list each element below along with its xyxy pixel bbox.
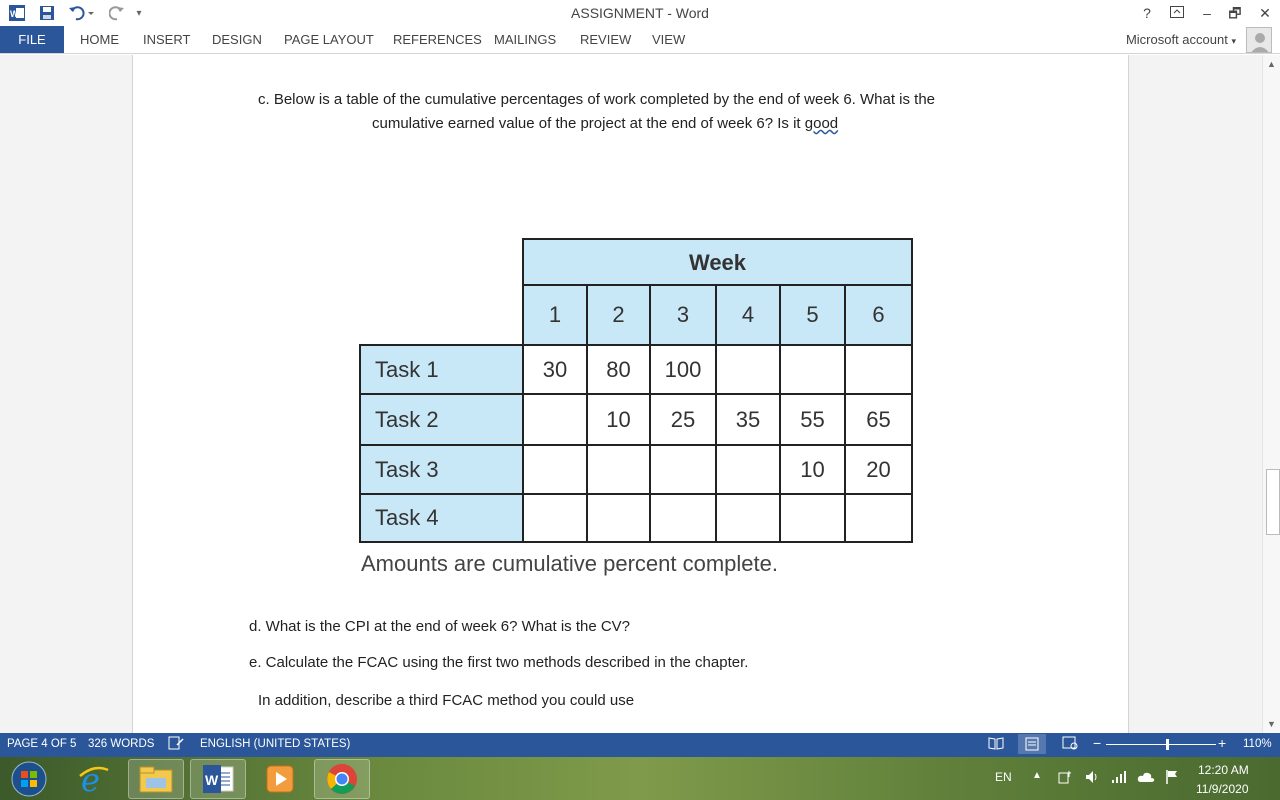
word-taskbar-icon[interactable]: [190, 759, 246, 799]
table-value-cell: 20: [844, 444, 913, 495]
volume-icon[interactable]: [1084, 769, 1100, 788]
week-header-cell: 6: [844, 284, 913, 346]
table-value-cell: [586, 444, 651, 495]
zoom-level[interactable]: 110%: [1243, 738, 1272, 750]
minimize-button[interactable]: –: [1203, 5, 1211, 21]
table-value-cell: [715, 493, 781, 543]
web-layout-icon[interactable]: [1062, 736, 1078, 753]
account-label: Microsoft account: [1125, 32, 1228, 47]
status-bar: [0, 733, 1280, 757]
avatar[interactable]: [1246, 27, 1272, 53]
paragraph-e: e. Calculate the FCAC using the first two methods described in the chapter.: [249, 654, 749, 671]
tab-home[interactable]: HOME: [80, 32, 119, 47]
close-button[interactable]: ✕: [1259, 5, 1271, 21]
help-button[interactable]: ?: [1143, 5, 1151, 21]
table-value-cell: 100: [649, 344, 717, 395]
vertical-scrollbar[interactable]: [1262, 55, 1280, 733]
task-label-cell: Task 1: [359, 344, 524, 395]
table-value-cell: 55: [779, 393, 846, 446]
table-value-cell: 30: [522, 344, 588, 395]
week-header-cell: 4: [715, 284, 781, 346]
input-language[interactable]: EN: [995, 770, 1012, 784]
scroll-down-icon[interactable]: ▼: [1267, 719, 1276, 729]
language-indicator[interactable]: ENGLISH (UNITED STATES): [200, 738, 351, 750]
internet-explorer-icon[interactable]: [66, 759, 122, 799]
print-layout-icon[interactable]: [1018, 734, 1046, 754]
paragraph-c-line1: c. Below is a table of the cumulative percentages of work completed by the end of week 6. What is the: [258, 91, 936, 108]
title-bar: [0, 0, 1280, 26]
scroll-thumb[interactable]: [1266, 469, 1280, 535]
table-value-cell: [522, 493, 588, 543]
svg-text:e: e: [81, 762, 100, 796]
ribbon-tabs: [0, 26, 1280, 54]
table-value-cell: [844, 344, 913, 395]
grammar-flag-word[interactable]: good: [804, 115, 839, 132]
zoom-thumb[interactable]: [1166, 739, 1169, 750]
windows-taskbar: [0, 757, 1280, 800]
action-center-flag-icon[interactable]: [1164, 769, 1180, 788]
ribbon-display-options-icon[interactable]: [1166, 3, 1188, 23]
onedrive-cloud-icon[interactable]: [1136, 769, 1156, 788]
word-count[interactable]: 326 WORDS: [88, 738, 155, 750]
window-title: ASSIGNMENT - Word: [571, 5, 709, 21]
zoom-slider[interactable]: [1106, 744, 1216, 745]
tab-review[interactable]: REVIEW: [580, 32, 632, 47]
table-value-cell: 80: [586, 344, 651, 395]
paragraph-c-line2-text: cumulative earned value of the project at the end of week 6? Is it: [372, 115, 805, 132]
week-header-cell: 2: [586, 284, 651, 346]
paragraph-c-line2: [372, 115, 838, 132]
document-page[interactable]: [132, 55, 1129, 733]
zoom-out-button[interactable]: −: [1093, 735, 1102, 751]
table-value-cell: 10: [586, 393, 651, 446]
table-value-cell: 25: [649, 393, 717, 446]
task-label-cell: Task 2: [359, 393, 524, 446]
table-value-cell: [715, 344, 781, 395]
tab-references[interactable]: REFERENCES: [393, 32, 482, 47]
tab-mailings[interactable]: MAILINGS: [494, 32, 557, 47]
tab-page-layout[interactable]: PAGE LAYOUT: [284, 32, 374, 47]
media-player-icon[interactable]: [252, 759, 308, 799]
table-value-cell: 65: [844, 393, 913, 446]
week-header-cell: 3: [649, 284, 717, 346]
table-week-header: Week: [522, 238, 913, 287]
chrome-icon[interactable]: [314, 759, 370, 799]
svg-text:W: W: [205, 772, 219, 788]
scroll-up-icon[interactable]: ▲: [1267, 59, 1276, 69]
table-value-cell: [649, 493, 717, 543]
zoom-in-button[interactable]: +: [1218, 735, 1227, 751]
table-value-cell: 35: [715, 393, 781, 446]
tab-view[interactable]: VIEW: [652, 32, 686, 47]
table-value-cell: [715, 444, 781, 495]
table-value-cell: [522, 444, 588, 495]
tab-insert[interactable]: INSERT: [143, 32, 191, 47]
task-label-cell: Task 4: [359, 493, 524, 543]
table-value-cell: [649, 444, 717, 495]
task-label-cell: Task 3: [359, 444, 524, 495]
svg-text:W: W: [10, 9, 19, 19]
account-menu[interactable]: [1126, 26, 1236, 53]
tab-design[interactable]: DESIGN: [212, 32, 262, 47]
table-value-cell: [844, 493, 913, 543]
restore-button[interactable]: 🗗: [1228, 5, 1242, 21]
table-value-cell: [779, 344, 846, 395]
tab-file[interactable]: FILE: [0, 26, 64, 53]
week-header-cell: 5: [779, 284, 846, 346]
chevron-down-icon: ▾: [1231, 36, 1236, 46]
clock-time[interactable]: 12:20 AM: [1198, 763, 1249, 777]
table-caption: Amounts are cumulative percent complete.: [361, 551, 778, 576]
page-count[interactable]: PAGE 4 OF 5: [7, 738, 77, 750]
paragraph-e-continued: In addition, describe a third FCAC method you could use: [258, 692, 635, 709]
proofing-icon[interactable]: [168, 736, 184, 753]
signal-strength-icon[interactable]: [1111, 769, 1127, 788]
customize-quick-access-icon[interactable]: ▾: [136, 7, 142, 19]
read-mode-icon[interactable]: [988, 736, 1004, 753]
start-button[interactable]: [4, 759, 54, 799]
file-explorer-icon[interactable]: [128, 759, 184, 799]
table-value-cell: [522, 393, 588, 446]
paragraph-d: d. What is the CPI at the end of week 6? What is the CV?: [249, 618, 631, 635]
week-header-cell: 1: [522, 284, 588, 346]
clock-date[interactable]: 11/9/2020: [1196, 782, 1249, 796]
show-hidden-icons-icon[interactable]: ▲: [1032, 770, 1042, 781]
network-adapter-icon[interactable]: [1057, 769, 1073, 788]
table-value-cell: [586, 493, 651, 543]
document-workspace: [0, 55, 1262, 733]
table-value-cell: 10: [779, 444, 846, 495]
table-value-cell: [779, 493, 846, 543]
